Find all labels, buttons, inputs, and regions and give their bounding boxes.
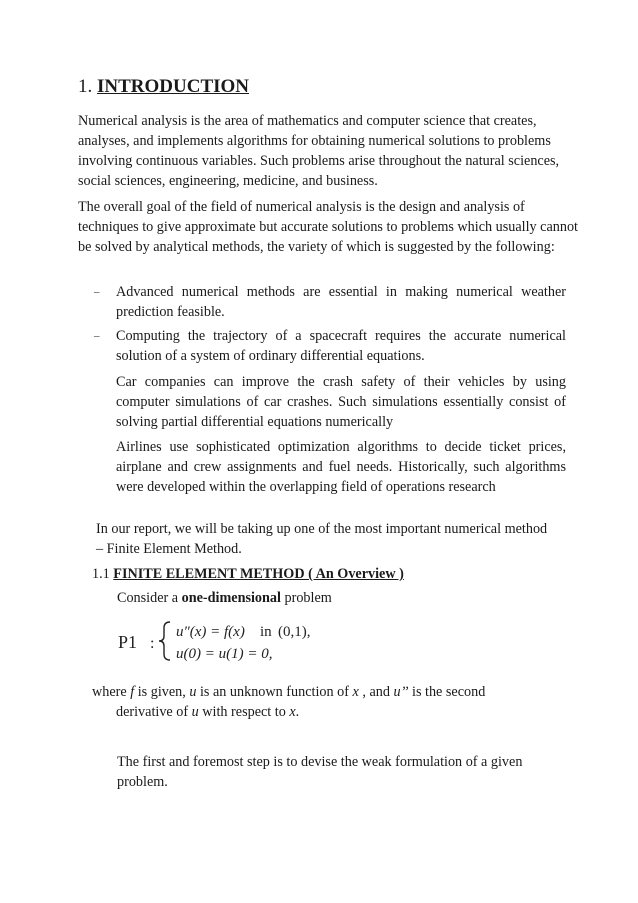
equation-label: P1: [118, 632, 138, 652]
report-paragraph: In our report, we will be taking up one of the most important numerical method – Finite Element Method.: [96, 521, 548, 557]
weak-formulation-paragraph: The first and foremost step is to devise the weak formulation of a given problem.: [117, 754, 523, 790]
consider-pre: Consider a: [117, 590, 182, 606]
section-number: 1.: [78, 76, 97, 97]
section-heading: [78, 76, 249, 98]
def-text: is given,: [134, 684, 190, 700]
def-text: is the second: [408, 684, 486, 700]
list-item-text: Computing the trajectory of a spacecraft requires the accurate numerical solution of a system of ordinary differential equations.: [116, 328, 566, 364]
def-second-line: [92, 702, 562, 722]
consider-line: [117, 590, 332, 607]
list-item-text: Advanced numerical methods are essential in making numerical weather prediction feasible.: [116, 284, 566, 320]
subsection-heading: [92, 566, 404, 583]
problem-equation: [118, 618, 338, 664]
def-var-x: x: [352, 684, 359, 700]
def-text: .: [295, 704, 300, 720]
def-text: derivative of: [116, 704, 192, 720]
def-text: , and: [358, 684, 394, 700]
bullet-dash-icon: –: [94, 330, 100, 342]
equation-line2: u(0) = u(1) = 0,: [176, 646, 273, 662]
consider-bold: one-dimensional: [181, 590, 281, 606]
def-var-f: f: [130, 684, 135, 700]
consider-post: problem: [280, 590, 332, 606]
equation-brace: [159, 622, 170, 660]
section-title: INTRODUCTION: [97, 76, 250, 97]
def-var-u: u: [189, 684, 197, 700]
equation-line1-domain: (0,1),: [278, 624, 311, 640]
def-var-upp: u’’: [393, 684, 409, 700]
equation-line1-lhs: u″(x) = f(x): [176, 624, 245, 640]
def-text: with respect to: [198, 704, 290, 720]
subsection-title: FINITE ELEMENT METHOD ( An Overview ): [113, 566, 404, 582]
def-var-x: x: [289, 704, 296, 720]
list-item-text: Car companies can improve the crash safety of their vehicles by using computer simulations of car crashes. Such simulations essentially consist of solving partial differential equations numerically: [116, 374, 566, 430]
def-var-u: u: [191, 704, 199, 720]
definition-paragraph: [92, 682, 562, 722]
def-text: is an unknown function of: [196, 684, 353, 700]
list-item-text: Airlines use sophisticated optimization algorithms to decide ticket prices, airplane and crew assignments and fuel needs. Historically, such algorithms were developed within the overlapping field of operations research: [116, 439, 566, 495]
intro-paragraph: Numerical analysis is the area of mathematics and computer science that creates, analyses, and implements algorithms for obtaining numerical solutions to problems involving continuous variables. Such problems arise throughout the natural sciences, social sciences, engineering, medicine, and business.: [78, 113, 560, 189]
equation-colon: :: [150, 635, 155, 652]
goal-paragraph: The overall goal of the field of numerical analysis is the design and analysis of techniques to give approximate but accurate solutions to problems which usually cannot be solved by analytical methods, the variety of which is suggested by the following:: [78, 199, 578, 255]
def-text: where: [92, 684, 131, 700]
equation-line1-in: in: [260, 624, 272, 640]
bullet-dash-icon: –: [94, 286, 100, 298]
subsection-number: 1.1: [92, 566, 114, 582]
